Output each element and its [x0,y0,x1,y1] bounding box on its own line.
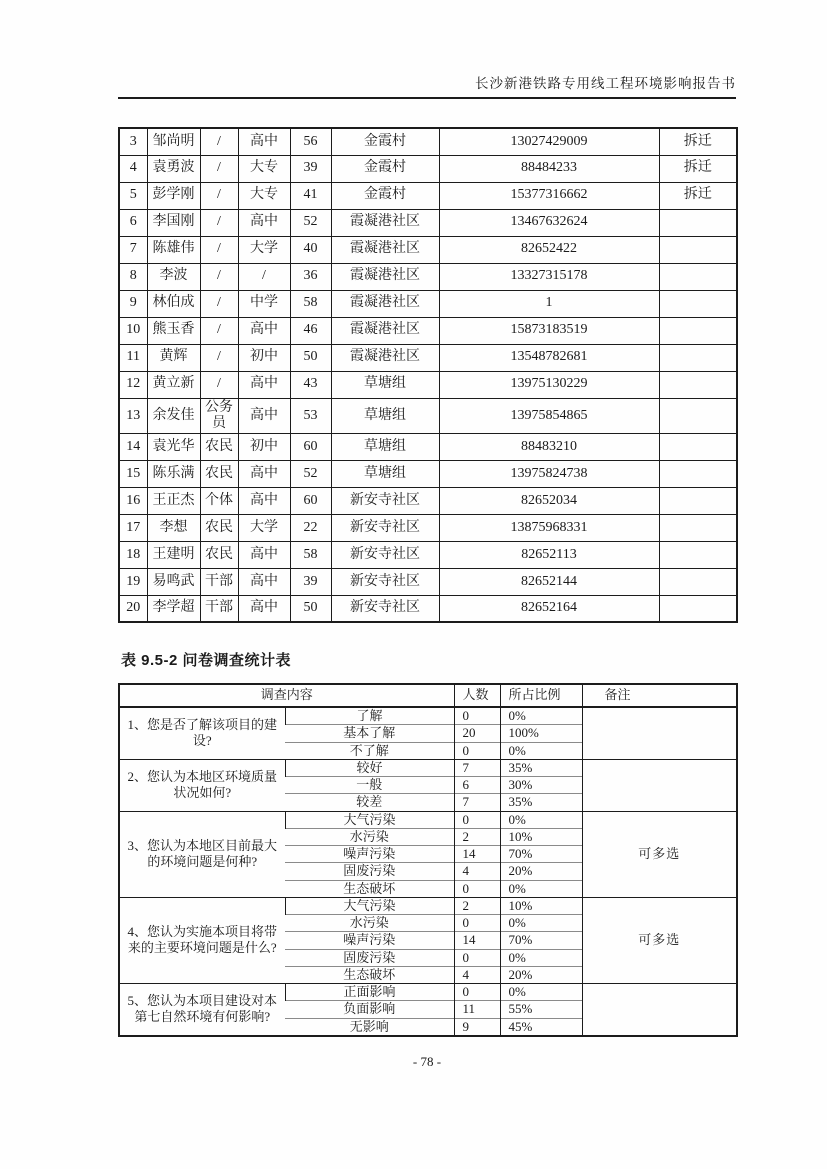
option-percent: 30% [500,777,582,794]
respondent-phone: 15873183519 [439,317,659,344]
option-label: 水污染 [285,915,454,932]
respondent-occupation: / [200,371,238,398]
respondent-occupation: 农民 [200,433,238,460]
survey-header-count: 人数 [454,684,500,707]
respondent-row [119,155,737,182]
option-count: 0 [454,707,500,725]
option-percent: 0% [500,742,582,759]
respondent-age: 36 [290,263,331,290]
survey-note: 可多选 [582,811,737,897]
respondent-no: 16 [119,487,147,514]
respondent-name: 黄辉 [147,344,200,371]
option-label: 固废污染 [285,863,454,880]
table-caption: 表 9.5-2 问卷调查统计表 [121,652,292,669]
respondent-occupation: 农民 [200,460,238,487]
respondent-no: 13 [119,398,147,433]
respondent-row [119,514,737,541]
respondent-phone: 82652422 [439,236,659,263]
survey-note [582,759,737,811]
respondent-location: 金霞村 [331,155,439,182]
survey-note [582,707,737,759]
respondent-age: 52 [290,460,331,487]
option-percent: 100% [500,725,582,742]
respondent-remark [659,514,737,541]
option-label: 生态破坏 [285,880,454,897]
respondent-name: 王建明 [147,541,200,568]
survey-table-body [119,707,737,1036]
page-header-title: 长沙新港铁路专用线工程环境影响报告书 [118,72,736,99]
respondent-no: 4 [119,155,147,182]
option-count: 20 [454,725,500,742]
respondent-no: 5 [119,182,147,209]
respondent-education: 高中 [238,460,290,487]
respondent-phone: 82652144 [439,568,659,595]
respondent-education: 高中 [238,595,290,622]
respondent-no: 7 [119,236,147,263]
respondent-location: 草塘组 [331,460,439,487]
respondent-no: 11 [119,344,147,371]
respondent-phone: 82652164 [439,595,659,622]
respondent-row [119,433,737,460]
respondent-name: 袁光华 [147,433,200,460]
respondent-age: 39 [290,155,331,182]
respondent-remark [659,290,737,317]
respondent-no: 9 [119,290,147,317]
option-count: 4 [454,966,500,983]
respondent-row [119,290,737,317]
option-percent: 20% [500,863,582,880]
option-count: 14 [454,846,500,863]
option-label: 水污染 [285,828,454,845]
option-label: 无影响 [285,1018,454,1036]
respondent-no: 12 [119,371,147,398]
respondent-name: 彭学刚 [147,182,200,209]
respondent-age: 56 [290,128,331,155]
respondent-remark [659,460,737,487]
option-count: 11 [454,1001,500,1018]
survey-header-row [119,684,737,707]
respondent-location: 霞凝港社区 [331,263,439,290]
respondent-phone: 82652034 [439,487,659,514]
respondent-occupation: 个体 [200,487,238,514]
respondent-row [119,128,737,155]
option-label: 噪声污染 [285,932,454,949]
respondent-occupation: 农民 [200,541,238,568]
option-percent: 0% [500,915,582,932]
survey-option-row [119,984,737,1001]
option-percent: 20% [500,966,582,983]
option-label: 噪声污染 [285,846,454,863]
respondent-phone: 88484233 [439,155,659,182]
option-label: 一般 [285,777,454,794]
survey-header-content: 调查内容 [119,684,454,707]
respondents-table [118,127,738,623]
respondent-education: 大专 [238,182,290,209]
respondent-remark: 拆迁 [659,182,737,209]
respondent-education: / [238,263,290,290]
option-label: 生态破坏 [285,966,454,983]
option-count: 9 [454,1018,500,1036]
respondent-education: 中学 [238,290,290,317]
option-label: 不了解 [285,742,454,759]
option-label: 较差 [285,794,454,811]
option-count: 0 [454,880,500,897]
option-count: 4 [454,863,500,880]
respondent-education: 大学 [238,236,290,263]
option-percent: 0% [500,880,582,897]
respondent-no: 19 [119,568,147,595]
option-count: 0 [454,742,500,759]
respondent-name: 余发佳 [147,398,200,433]
respondent-occupation: / [200,263,238,290]
option-label: 正面影响 [285,984,454,1001]
respondent-occupation: 农民 [200,514,238,541]
respondent-age: 40 [290,236,331,263]
respondent-row [119,398,737,433]
option-percent: 0% [500,707,582,725]
respondent-location: 草塘组 [331,433,439,460]
respondent-remark [659,487,737,514]
respondent-name: 邹尚明 [147,128,200,155]
respondent-phone: 88483210 [439,433,659,460]
option-count: 7 [454,759,500,776]
respondent-occupation: / [200,317,238,344]
respondent-no: 17 [119,514,147,541]
respondent-phone: 13975824738 [439,460,659,487]
survey-note [582,984,737,1036]
survey-option-row [119,811,737,828]
option-label: 固废污染 [285,949,454,966]
respondent-row [119,317,737,344]
respondent-phone: 15377316662 [439,182,659,209]
respondent-name: 李想 [147,514,200,541]
option-count: 0 [454,811,500,828]
respondent-name: 李学超 [147,595,200,622]
respondent-remark: 拆迁 [659,128,737,155]
respondent-no: 3 [129,133,137,149]
respondent-name: 林伯成 [147,290,200,317]
option-label: 了解 [285,707,454,725]
option-percent: 0% [500,811,582,828]
respondent-remark [659,433,737,460]
respondent-row [119,344,737,371]
respondent-no: 18 [119,541,147,568]
respondent-location: 金霞村 [331,128,439,155]
option-percent: 55% [500,1001,582,1018]
respondent-no: 8 [119,263,147,290]
respondent-occupation: / [200,236,238,263]
respondent-age: 39 [290,568,331,595]
respondent-remark [659,263,737,290]
respondent-name: 熊玉香 [147,317,200,344]
respondent-phone: 13467632624 [439,209,659,236]
respondent-location: 新安寺社区 [331,514,439,541]
respondent-occupation: / [200,155,238,182]
respondent-education: 高中 [238,487,290,514]
respondent-location: 草塘组 [331,398,439,433]
respondent-no: 10 [119,317,147,344]
respondent-phone: 13875968331 [439,514,659,541]
respondent-remark [659,371,737,398]
respondent-education: 初中 [238,344,290,371]
respondent-remark [659,595,737,622]
option-percent: 45% [500,1018,582,1036]
respondent-no: 15 [119,460,147,487]
respondent-age: 22 [290,514,331,541]
survey-question: 3、您认为本地区目前最大的环境问题是何种? [119,811,285,897]
respondent-age: 60 [290,487,331,514]
respondents-table-body [119,128,737,622]
respondent-remark: 拆迁 [659,155,737,182]
respondent-location: 金霞村 [331,182,439,209]
respondent-row [119,460,737,487]
respondent-row [119,209,737,236]
option-count: 6 [454,777,500,794]
survey-note: 可多选 [582,897,737,983]
respondent-row [119,568,737,595]
respondent-education: 大专 [238,155,290,182]
respondent-name: 袁勇波 [147,155,200,182]
respondent-age: 41 [290,182,331,209]
respondent-age: 46 [290,317,331,344]
option-label: 基本了解 [285,725,454,742]
option-count: 14 [454,932,500,949]
respondent-name: 李波 [147,263,200,290]
respondent-no: 6 [119,209,147,236]
option-label: 大气污染 [285,897,454,914]
respondent-remark [659,541,737,568]
respondent-name: 陈雄伟 [147,236,200,263]
option-percent: 10% [500,828,582,845]
survey-option-row [119,897,737,914]
respondent-age: 58 [290,290,331,317]
respondent-location: 霞凝港社区 [331,344,439,371]
respondent-age: 58 [290,541,331,568]
option-label: 大气污染 [285,811,454,828]
respondent-occupation: 干部 [200,568,238,595]
option-percent: 35% [500,794,582,811]
respondent-phone: 82652113 [439,541,659,568]
respondent-phone: 13027429009 [439,128,659,155]
respondent-name: 王正杰 [147,487,200,514]
respondent-phone: 13975130229 [439,371,659,398]
respondent-age: 53 [290,398,331,433]
survey-option-row [119,707,737,725]
respondent-education: 高中 [238,317,290,344]
respondent-row [119,182,737,209]
respondent-age: 50 [290,595,331,622]
respondent-remark [659,344,737,371]
respondent-no: 14 [119,433,147,460]
option-percent: 70% [500,932,582,949]
respondent-row [119,371,737,398]
respondent-education: 高中 [238,209,290,236]
respondent-age: 52 [290,209,331,236]
respondent-phone: 13327315178 [439,263,659,290]
option-count: 7 [454,794,500,811]
option-count: 0 [454,915,500,932]
option-percent: 35% [500,759,582,776]
survey-question: 4、您认为实施本项目将带来的主要环境问题是什么? [119,897,285,983]
respondent-remark [659,568,737,595]
respondent-phone: 13548782681 [439,344,659,371]
respondent-age: 60 [290,433,331,460]
option-percent: 10% [500,897,582,914]
respondent-location: 新安寺社区 [331,487,439,514]
option-count: 0 [454,984,500,1001]
survey-question: 5、您认为本项目建设对本第七自然环境有何影响? [119,984,285,1036]
respondent-occupation: / [200,209,238,236]
survey-table [118,683,738,1037]
respondent-row [119,541,737,568]
respondent-row [119,487,737,514]
respondent-education: 高中 [238,371,290,398]
respondent-row [119,595,737,622]
respondent-education: 高中 [238,398,290,433]
respondent-education: 高中 [238,568,290,595]
respondent-location: 霞凝港社区 [331,290,439,317]
page-number: - 78 - [412,1054,442,1069]
survey-option-row [119,759,737,776]
option-count: 0 [454,949,500,966]
option-count: 2 [454,828,500,845]
respondent-age: 50 [290,344,331,371]
respondent-education: 大学 [238,514,290,541]
respondent-no: 20 [119,595,147,622]
respondent-occupation: / [200,344,238,371]
option-count: 2 [454,897,500,914]
respondent-remark [659,236,737,263]
respondent-occupation: / [200,182,238,209]
respondent-occupation: 干部 [200,595,238,622]
respondent-name: 陈乐满 [147,460,200,487]
respondent-occupation: / [200,128,238,155]
respondent-occupation: 公务员 [200,398,238,433]
respondent-name: 黄立新 [147,371,200,398]
respondent-phone: 1 [439,290,659,317]
respondent-location: 霞凝港社区 [331,209,439,236]
option-percent: 70% [500,846,582,863]
option-percent: 0% [500,984,582,1001]
option-label: 较好 [285,759,454,776]
survey-header-note: 备注 [582,684,737,707]
option-percent: 0% [500,949,582,966]
option-label: 负面影响 [285,1001,454,1018]
survey-question: 1、您是否了解该项目的建设? [119,707,285,759]
respondent-age: 43 [290,371,331,398]
respondent-location: 新安寺社区 [331,568,439,595]
respondent-occupation: / [200,290,238,317]
respondent-location: 霞凝港社区 [331,317,439,344]
respondent-location: 新安寺社区 [331,595,439,622]
respondent-phone: 13975854865 [439,398,659,433]
respondent-location: 新安寺社区 [331,541,439,568]
respondent-row [119,263,737,290]
respondent-remark [659,209,737,236]
respondent-name: 易鸣武 [147,568,200,595]
respondent-location: 草塘组 [331,371,439,398]
respondent-education: 初中 [238,433,290,460]
respondent-location: 霞凝港社区 [331,236,439,263]
respondent-remark [659,317,737,344]
respondent-row [119,236,737,263]
survey-header-percent: 所占比例 [500,684,582,707]
respondent-name: 李国刚 [147,209,200,236]
survey-question: 2、您认为本地区环境质量状况如何? [119,759,285,811]
respondent-education: 高中 [238,541,290,568]
respondent-education: 高中 [238,128,290,155]
respondent-remark [659,398,737,433]
